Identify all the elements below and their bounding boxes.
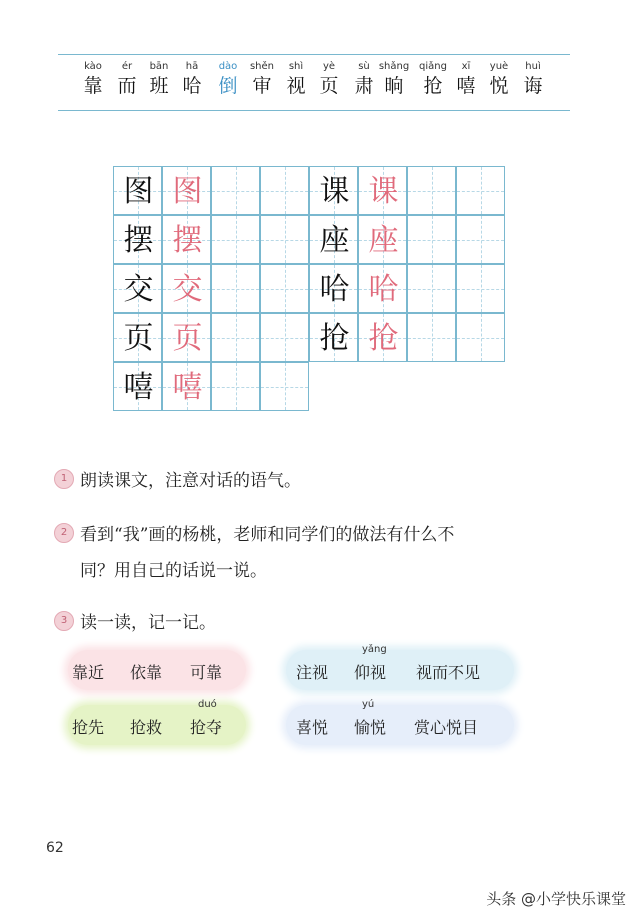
model-character: 摆 [123,223,154,258]
strip-top-line [58,54,570,55]
strip-char-11 [416,60,450,98]
vocab-word: 愉悦 [354,718,387,737]
vocab-word: 抢先 [72,718,105,737]
strip-bottom-line [58,110,570,111]
model-character: 页 [123,321,154,356]
grid-cell [211,215,260,264]
grid-cell [113,166,162,215]
strip-pinyin: shì [288,61,304,72]
grid-cell [309,166,358,215]
vocab-word: 可靠 [190,663,223,682]
grid-cell [260,313,309,362]
grid-cell [309,215,358,264]
trace-character: 摆 [172,223,203,258]
strip-pinyin: xī [461,61,471,72]
strip-pinyin: kào [84,61,102,72]
strip-pinyin: bān [149,61,169,72]
model-character: 哈 [319,272,350,307]
grid-cell [358,166,407,215]
grid-cell [113,362,162,411]
strip-pinyin: yè [322,61,336,72]
strip-pinyin: dào [218,61,238,72]
strip-pinyin: huì [525,61,541,72]
grid-cell [407,313,456,362]
grid-cell [407,215,456,264]
strip-hanzi: 页 [319,75,339,97]
grid-cell [407,264,456,313]
model-character: 嘻 [123,370,154,405]
trace-character: 嘻 [172,370,203,405]
model-character: 抢 [319,321,350,356]
strip-hanzi: 肃 [354,75,374,97]
grid-cell [260,264,309,313]
strip-char-8 [312,60,346,98]
strip-hanzi: 班 [149,75,169,97]
strip-pinyin: shǎng [378,61,410,72]
strip-hanzi: 而 [117,75,137,97]
grid-cell [211,313,260,362]
grid-cell [162,215,211,264]
strip-hanzi: 哈 [182,75,202,97]
grid-cell [162,264,211,313]
grid-cell [456,264,505,313]
grid-cell [358,215,407,264]
strip-char-3 [142,60,176,98]
strip-char-4 [175,60,209,98]
strip-char-2 [110,60,144,98]
strip-char-6 [245,60,279,98]
model-character: 课 [319,174,350,209]
grid-cell [309,264,358,313]
exercise-text: 读一读，记一记。 [80,613,216,633]
vocab-pinyin: yǎng [362,644,387,655]
strip-char-5 [211,60,245,98]
watermark: 头条 @小学快乐课堂 [486,890,626,908]
strip-hanzi: 嘻 [456,75,476,97]
trace-character: 交 [172,272,203,307]
exercise-number-icon: 2 [54,523,74,543]
vocab-pinyin: duó [198,699,217,710]
grid-cell [309,313,358,362]
trace-character: 抢 [368,321,399,356]
exercise-text: 看到“我”画的杨桃，老师和同学们的做法有什么不 [80,525,455,545]
strip-pinyin: hā [185,61,199,72]
grid-cell [162,166,211,215]
strip-char-9 [347,60,381,98]
vocab-word: 抢夺 [190,718,223,737]
strip-char-1 [76,60,110,98]
trace-character: 座 [368,223,399,258]
strip-pinyin: sù [358,61,370,72]
grid-cell [260,215,309,264]
strip-char-14 [516,60,550,98]
grid-cell [211,362,260,411]
vocab-word: 依靠 [130,663,163,682]
strip-pinyin: shěn [249,61,275,72]
strip-pinyin: qiǎng [419,61,447,72]
strip-hanzi: 晌 [384,75,404,97]
grid-cell [162,313,211,362]
grid-cell [113,215,162,264]
model-character: 座 [319,223,350,258]
vocab-pinyin: yú [362,699,375,710]
trace-character: 图 [172,174,203,209]
vocab-word: 喜悦 [296,718,329,737]
model-character: 交 [123,272,154,307]
strip-hanzi: 靠 [83,75,103,97]
vocab-word: 靠近 [72,663,105,682]
grid-cell [456,166,505,215]
grid-cell [260,166,309,215]
page-number: 62 [46,840,64,856]
grid-cell [211,264,260,313]
strip-char-12 [449,60,483,98]
grid-cell [358,264,407,313]
exercise-number-icon: 1 [54,469,74,489]
model-character: 图 [123,174,154,209]
strip-pinyin: yuè [489,61,509,72]
grid-cell [162,362,211,411]
exercise-text: 同？用自己的话说一说。 [80,561,267,581]
trace-character: 页 [172,321,203,356]
grid-cell [407,166,456,215]
strip-hanzi: 抢 [423,75,443,97]
grid-cell [211,166,260,215]
strip-hanzi: 视 [286,75,306,97]
grid-cell [113,313,162,362]
exercise-number-icon: 3 [54,611,74,631]
strip-hanzi: 诲 [523,75,543,97]
grid-cell [456,313,505,362]
trace-character: 课 [368,174,399,209]
strip-hanzi: 悦 [489,75,509,97]
vocab-word: 注视 [296,663,329,682]
trace-character: 哈 [368,272,399,307]
strip-char-7 [279,60,313,98]
grid-cell [358,313,407,362]
grid-cell [113,264,162,313]
strip-hanzi: 倒 [218,75,238,97]
grid-cell [260,362,309,411]
strip-hanzi: 审 [252,75,272,97]
exercise-text: 朗读课文，注意对话的语气。 [80,471,301,491]
vocab-word: 赏心悦目 [414,718,479,737]
vocab-word: 抢救 [130,718,163,737]
strip-char-13 [482,60,516,98]
vocab-word: 仰视 [354,663,387,682]
strip-char-10 [377,60,411,98]
strip-pinyin: ér [121,61,133,72]
grid-cell [456,215,505,264]
vocab-word: 视而不见 [416,663,481,682]
